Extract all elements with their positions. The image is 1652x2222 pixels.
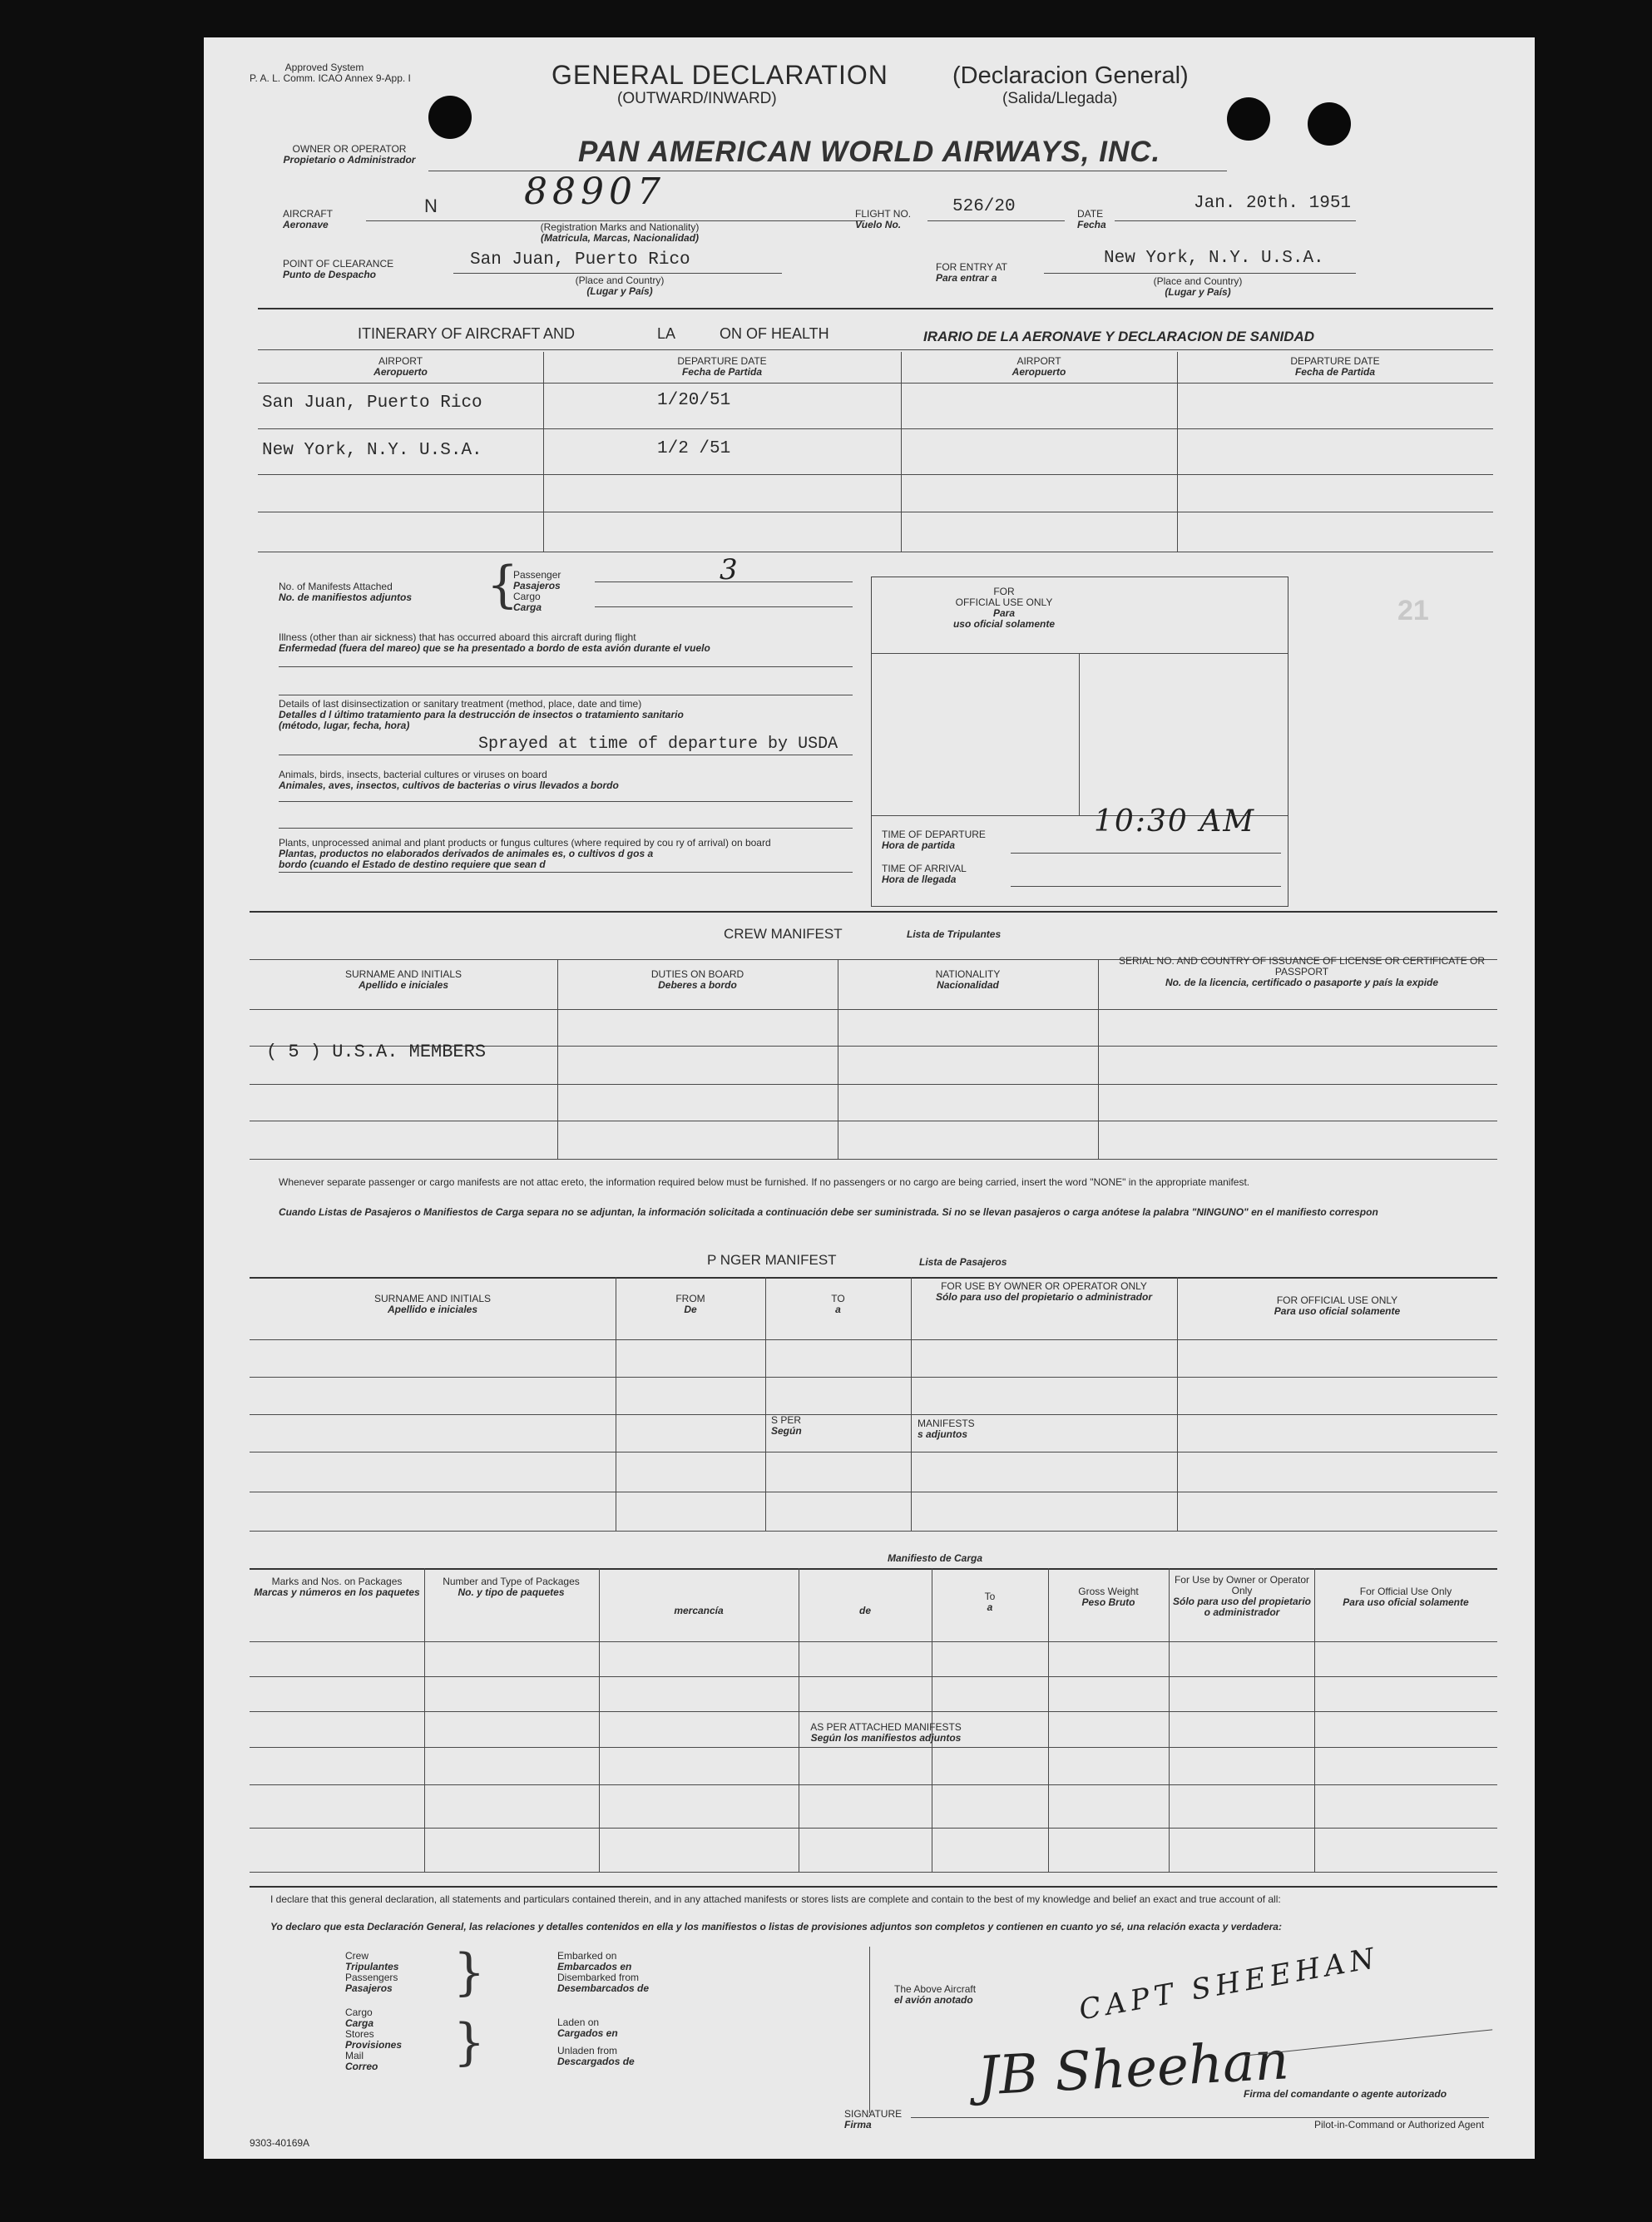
passenger-title: P NGER MANIFEST — [707, 1252, 837, 1268]
owner-value: PAN AMERICAN WORLD AIRWAYS, INC. — [578, 136, 1161, 168]
passenger-col-owner: FOR USE BY OWNER OR OPERATOR ONLY Sólo para uso del propietario o administrador — [935, 1280, 1153, 1303]
clearance-caption: (Place and Country) (Lugar y País) — [575, 275, 665, 297]
declaration-cargo-stores: Cargo Carga Stores Provisiones Mail Correo — [345, 2007, 403, 2072]
date-label: DATE Fecha — [1077, 208, 1106, 230]
itinerary-col-airport-2: AIRPORT Aeropuerto — [1011, 355, 1066, 378]
above-aircraft: The Above Aircraft el avión anotado — [894, 1983, 977, 2006]
itinerary-heading-mid1: LA — [657, 325, 676, 342]
cargo-stamp: AS PER ATTACHED MANIFESTS Según los manifiestos adjuntos — [810, 1721, 962, 1744]
illness-label: Illness (other than air sickness) that has occurred aboard this aircraft during flight Enfermedad (fuera del mareo) que se ha presentado a bordo de esta avión durante el vuelo — [279, 631, 710, 654]
itinerary-heading-mid2: ON OF HEALTH — [720, 325, 829, 342]
cargo-col-weight: Gross Weight Peso Bruto — [1078, 1586, 1139, 1608]
plants-label: Plants, unprocessed animal and plant products or fungus cultures (where required by cou ry of arrival) on board Plantas, productos no elaborados derivados de animales es, o cultivos d gos a bordo (cuando el Estado de destino requiere que sean d — [279, 837, 771, 870]
itinerary-col-airport-1: AIRPORT Aeropuerto — [373, 355, 428, 378]
passenger-col-to: TO a — [831, 1293, 845, 1315]
itinerary-airport-1: San Juan, Puerto Rico — [262, 393, 482, 413]
aircraft-prefix: N — [424, 195, 438, 216]
signature: JB Sheehan — [976, 2030, 1291, 2108]
declaration-form: Approved System P. A. L. Comm. ICAO Annex 9-App. I GENERAL DECLARATION (OUTWARD/INWARD) (Declaracion General) (Salida/Llegada) OWNER OR OPERATOR Propietario o Administrador PAN AMERICAN WORLD AIRWAYS, INC. AIRCRAFT Aeronave N 88907 (Registration Marks and Nationality) (Matricula, Marcas, Nacionalidad) FLIGHT NO. Vuelo No. 526/20 DATE Fecha Jan. 20th. 1951 POINT OF CLEARANCE Punto de Despacho San Juan, Puerto Rico (Place and Country) (Lugar y País) FOR ENTRY AT Para entrar a New York, N.Y. U.S.A. (Place and Country) (Lugar y País) ITINERARY OF AIRCRAFT AND LA ON OF HEALTH IRARIO DE LA AERONAVE Y DECLARACION DE SANIDAD AIRPORT Aeropuerto DEPARTURE DATE Fecha de Partida AIRPORT Aeropuerto DEPARTURE DATE Fecha de Partida San Juan, Puerto Rico 1/20/51 New York, N.Y. U.S.A. 1/2 /51 No. of Manifests Attached No. de manifiestos adjuntos { Passenger Pasajeros Cargo Carga 3 Illness (other than air sickness) that has occurred aboard this aircraft during flight Enfermedad (fuera del mareo) que se ha presentado a bordo de esta avión durante el vuelo Details of last disinsectization or sanitary treatment (method, place, date and time) Detalles d l último tratamiento para la destrucción de insectos o tratamiento sanitario (método, lugar, fecha, hora) Sprayed at time of departure by USDA Animals, birds, insects, bacterial cultures or viruses on board Animales, aves, insectos, cultivos de bacterias o virus llevados a bordo Plants, unprocessed animal and plant products or fungus cultures (where required by cou ry of arrival) on board Plantas, productos no elaborados derivados de animales es, o cultivos d gos a bordo (cuando el Estado de destino requiere que sean d FOR OFFICIAL USE ONLY Para uso oficial solamente 21 TIME OF DEPARTURE Hora de partida 10:30 AM TIME OF ARRIVAL Hora de llegada CREW MANIFEST Lista de Tripulantes SURNAME AND INITIALS Apellido e iniciales DUTIES ON BOARD Deberes a bordo NATIONALITY Nacionalidad SERIAL NO. AND COUNTRY OF ISSUANCE OF LICENSE OR CERTIFICATE OR PASSPORT No. de la licencia, certificado o pasaporte y país la expide ( 5 ) U.S.A. MEMBERS Whenever separate passenger or cargo manifests are not attac ereto, the information required below must be furnished. If no passengers or no cargo are being carried, insert the word "NONE" in the appropriate manifest. Cuando Listas de Pasajeros o Manifiestos de Carga separa no se adjuntan, la información solicitada a continuación debe ser suministrada. Si no se llevan pasajeros o carga anótese la palabra "NINGUNO" en el manifiesto correspon P NGER MANIFEST Lista de Pasajeros SURNAME AND INITIALS Apellido e iniciales FROM De TO a FOR USE BY OWNER OR OPERATOR ONLY Sólo para uso del propietario o administrador FOR OFFICIAL USE ONLY Para uso oficial solamente S PER Según MANIFESTS s adjuntos Manifiesto de Carga Marks and Nos. on Packages Marcas y números en los paquetes Number and Type of Packages No. y tipo de paquetes mercancía de To a Gross Weight Peso Bruto For Use by Owner or Operator Only Sólo para uso del propietario o administrador For Official Use Only Para uso oficial solamente AS PER ATTACHED MANIFESTS Según los manifiestos adjuntos I declare that this general declaration, all statements and particulars contained therein, and in any attached manifests or stores lists are complete and contain to the best of my knowledge and belief an exact and true account of all: Yo declaro que esta Declaración General, las relaciones y detalles contenidos en ella y los manifiestos o listas de provisiones adjuntos son completos y contienen en cuanto yo sé, una relación exacta y verdadera: Crew Tripulantes Passengers Pasajeros } Embarked on Embarcados en Disembarked from Desembarcados de Cargo Carga Stores Provisiones Mail Correo } Laden on Cargados en Unladen from Descargados de The Above Aircraft el avión anotado CAPT SHEEHAN JB Sheehan SIGNATURE Firma Firma del comandante o agente autorizado Pilot-in-Command or Authorized Agent 9303-40169A — [204, 37, 1535, 2159]
form-title-es-sub: (Salida/Llegada) — [1002, 90, 1118, 107]
signature-label: SIGNATURE Firma — [844, 2108, 903, 2130]
declaration-es: Yo declaro que esta Declaración General, las relaciones y detalles contenidos en ella y los manifiestos o listas de provisiones adjuntos son completos y contienen en cuanto yo sé, una relación exacta y verdadera: — [270, 1921, 1282, 1932]
passenger-title-es: Lista de Pasajeros — [919, 1256, 1007, 1268]
cargo-title-es: Manifiesto de Carga — [888, 1552, 983, 1564]
flight-label: FLIGHT NO. Vuelo No. — [855, 208, 912, 230]
cargo-col-to: To a — [984, 1591, 996, 1613]
note-en: Whenever separate passenger or cargo manifests are not attac ereto, the information required below must be furnished. If no passengers or no cargo are being carried, insert the word "NONE" in the appropriate manifest. — [279, 1176, 1250, 1188]
crew-title-es: Lista de Tripulantes — [907, 928, 1002, 940]
cargo-col-from: de — [858, 1605, 871, 1616]
punch-hole-right-1 — [1227, 97, 1270, 141]
form-title: GENERAL DECLARATION — [551, 60, 888, 90]
passenger-col-official: FOR OFFICIAL USE ONLY Para uso oficial solamente — [1274, 1294, 1401, 1317]
crew-col-serial: SERIAL NO. AND COUNTRY OF ISSUANCE OF LICENSE OR CERTIFICATE OR PASSPORT No. de la licencia, certificado o pasaporte y país la expide — [1118, 955, 1486, 988]
passenger-col-surname: SURNAME AND INITIALS Apellido e iniciales — [373, 1293, 492, 1315]
aircraft-label: AIRCRAFT Aeronave — [283, 208, 333, 230]
itinerary-date-1: 1/20/51 — [657, 391, 731, 410]
approved-system: Approved System P. A. L. Comm. ICAO Annex 9-App. I — [250, 62, 411, 84]
passenger-stamp-2: MANIFESTS s adjuntos — [918, 1418, 975, 1440]
note-es: Cuando Listas de Pasajeros o Manifiestos de Carga separa no se adjuntan, la información solicitada a continuación debe ser suministrada. Si no se llevan pasajeros o carga anótese la palabra "NINGUNO" en el manifiesto correspon — [279, 1206, 1378, 1218]
manifests-label: No. of Manifests Attached No. de manifiestos adjuntos — [279, 581, 413, 603]
aircraft-caption: (Registration Marks and Nationality) (Matricula, Marcas, Nacionalidad) — [540, 221, 700, 244]
cargo-col-packages: Number and Type of Packages No. y tipo de paquetes — [443, 1576, 580, 1598]
clearance-value: San Juan, Puerto Rico — [470, 250, 690, 270]
form-title-es: (Declaracion General) — [952, 62, 1189, 89]
cargo-col-goods: mercancía — [674, 1605, 724, 1616]
owner-label: OWNER OR OPERATOR Propietario o Administrador — [283, 143, 416, 166]
itinerary-heading-left: ITINERARY OF AIRCRAFT AND — [358, 325, 576, 342]
itinerary-date-2: 1/2 /51 — [657, 439, 731, 458]
passenger-stamp-1: S PER Según — [771, 1414, 802, 1437]
flight-number: 526/20 — [952, 197, 1016, 216]
declaration-embarked: Embarked on Embarcados en Disembarked from Desembarcados de — [557, 1950, 650, 1994]
itinerary-airport-2: New York, N.Y. U.S.A. — [262, 441, 482, 460]
signature-caption: Pilot-in-Command or Authorized Agent — [1314, 2119, 1485, 2130]
cargo-col-official: For Official Use Only Para uso oficial solamente — [1343, 1586, 1469, 1608]
declaration-crew-pax: Crew Tripulantes Passengers Pasajeros — [345, 1950, 399, 1994]
passenger-manifests-count: 3 — [720, 553, 738, 586]
disinsect-label: Details of last disinsectization or sanitary treatment (method, place, date and time) Detalles d l último tratamiento para la destrucción de insectos o tratamiento sanitario (método, lugar, fecha, hora) — [279, 698, 684, 731]
signature-caption-es: Firma del comandante o agente autorizado — [1244, 2088, 1447, 2100]
punch-hole-left — [428, 96, 472, 139]
time-departure-value: 10:30 AM — [1094, 804, 1256, 839]
passenger-col-from: FROM De — [675, 1293, 705, 1315]
flight-date: Jan. 20th. 1951 — [1194, 194, 1352, 213]
entry-caption: (Place and Country) (Lugar y País) — [1153, 275, 1243, 298]
official-use-heading: FOR OFFICIAL USE ONLY Para uso oficial solamente — [952, 586, 1056, 630]
crew-title: CREW MANIFEST — [724, 926, 843, 942]
form-number: 9303-40169A — [250, 2137, 310, 2149]
official-stamp: 21 — [1397, 595, 1429, 626]
crew-entry: ( 5 ) U.S.A. MEMBERS — [266, 1042, 487, 1062]
time-departure-label: TIME OF DEPARTURE Hora de partida — [882, 829, 986, 851]
manifests-items: Passenger Pasajeros Cargo Carga — [513, 569, 561, 613]
time-arrival-label: TIME OF ARRIVAL Hora de llegada — [882, 863, 967, 885]
animals-label: Animals, birds, insects, bacterial cultures or viruses on board Animales, aves, insectos, cultivos de bacterias o virus llevados a bordo — [279, 769, 619, 791]
form-title-sub: (OUTWARD/INWARD) — [617, 90, 777, 107]
cargo-col-owner: For Use by Owner or Operator Only Sólo para uso del propietario o administrador — [1172, 1574, 1312, 1618]
entry-value: New York, N.Y. U.S.A. — [1104, 249, 1324, 268]
cargo-col-marks: Marks and Nos. on Packages Marcas y números en los paquetes — [254, 1576, 420, 1598]
declaration-laden: Laden on Cargados en Unladen from Descargados de — [557, 2017, 635, 2067]
disinsect-value: Sprayed at time of departure by USDA — [478, 735, 838, 754]
itinerary-col-date-2: DEPARTURE DATE Fecha de Partida — [1290, 355, 1380, 378]
itinerary-heading-right: IRARIO DE LA AERONAVE Y DECLARACION DE SANIDAD — [923, 329, 1315, 344]
itinerary-col-date-1: DEPARTURE DATE Fecha de Partida — [677, 355, 767, 378]
entry-label: FOR ENTRY AT Para entrar a — [936, 261, 1008, 284]
crew-col-nationality: NATIONALITY Nacionalidad — [935, 968, 1001, 991]
declaration-en: I declare that this general declaration, all statements and particulars contained therein, and in any attached manifests or stores lists are complete and contain to the best of my knowledge and belief an exact and true account of all: — [270, 1893, 1281, 1905]
clearance-label: POINT OF CLEARANCE Punto de Despacho — [283, 258, 394, 280]
crew-col-duties: DUTIES ON BOARD Deberes a bordo — [650, 968, 744, 991]
punch-hole-right-2 — [1308, 102, 1351, 146]
aircraft-registration: 88907 — [524, 171, 665, 213]
crew-col-surname: SURNAME AND INITIALS Apellido e iniciales — [344, 968, 462, 991]
handwritten-captain: CAPT SHEEHAN — [1076, 1941, 1382, 2027]
